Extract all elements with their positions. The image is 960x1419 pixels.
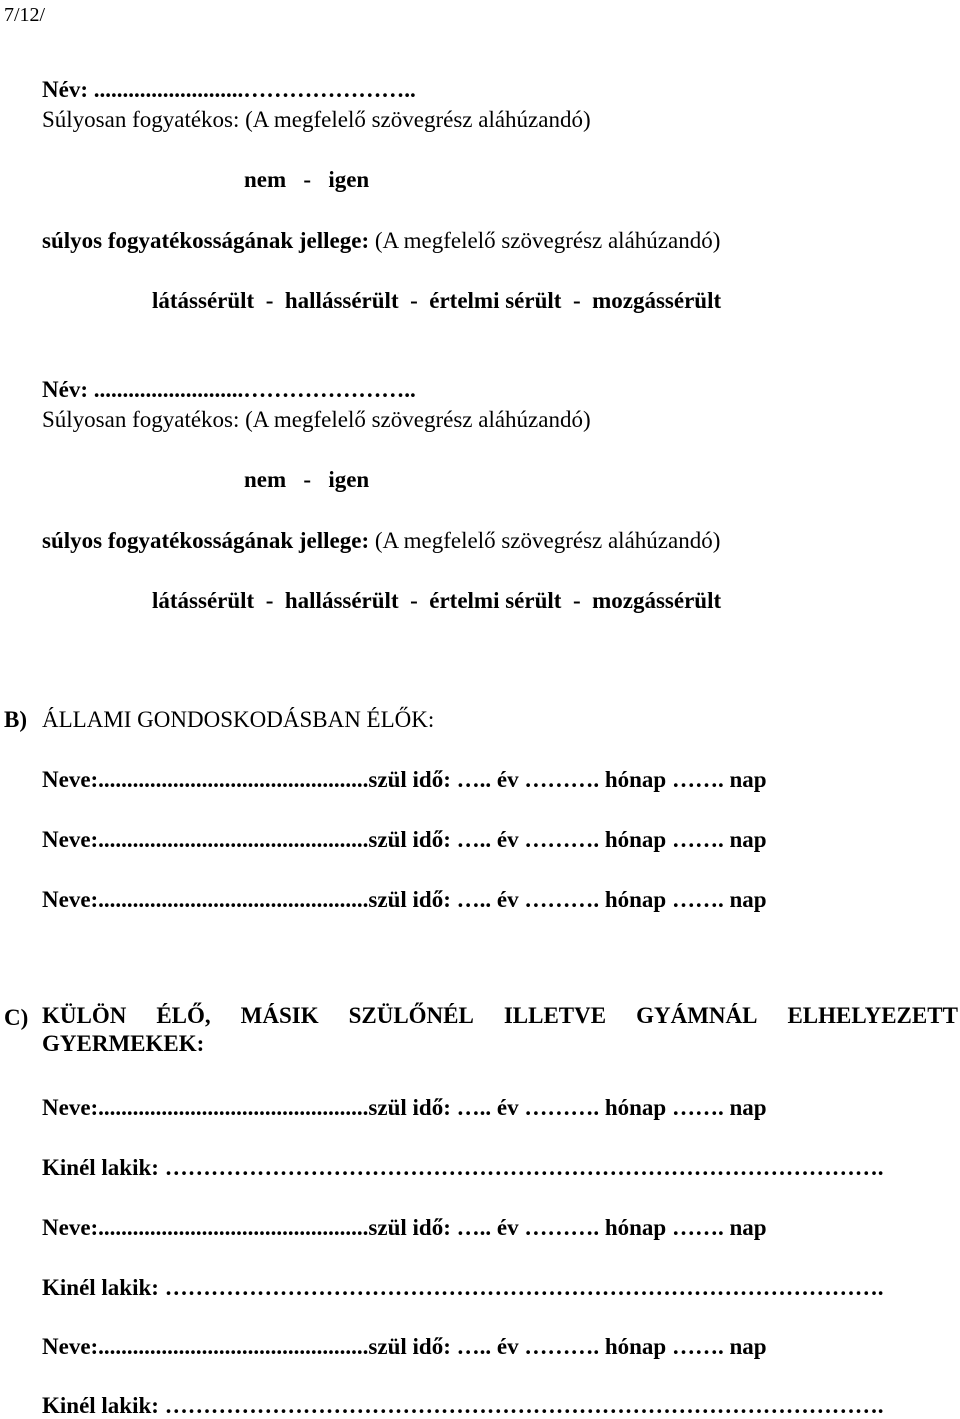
section-c-title (42, 1002, 958, 1058)
section-b-title: ÁLLAMI GONDOSKODÁSBAN ÉLŐK: (42, 707, 435, 732)
section-c-marker: C) (4, 1005, 29, 1030)
disability-type-line-2 (42, 528, 720, 554)
name-field-2[interactable]: Név: ..........................………………….. (42, 377, 416, 402)
section-c-title-line-2: GYERMEKEK: (42, 1031, 205, 1056)
section-c-title-word: SZÜLŐNÉL (348, 1003, 474, 1028)
disability-type-label-1: súlyos fogyatékosságának jellege: (42, 228, 370, 253)
section-c-lives-with-2[interactable]: Kinél lakik: …………………………………………………………………………………. (42, 1275, 884, 1300)
section-b-child-row-1[interactable]: Neve:...............................................szül idő: ….. év ………. hónap ……. nap (42, 767, 767, 792)
section-b-child-row-2[interactable]: Neve:...............................................szül idő: ….. év ………. hónap ……. nap (42, 827, 767, 852)
section-c-lives-with-3[interactable]: Kinél lakik: …………………………………………………………………………………. (42, 1393, 884, 1418)
section-c-title-word: MÁSIK (240, 1003, 319, 1028)
disability-type-instruction-2: (A megfelelő szövegrész aláhúzandó) (369, 528, 721, 553)
section-c-title-word: GYÁMNÁL (636, 1003, 758, 1028)
section-c-title-word: ÉLŐ, (156, 1003, 211, 1028)
section-c-title-line-1 (42, 1002, 958, 1030)
disabled-question-1: Súlyosan fogyatékos: (A megfelelő szövegrész aláhúzandó) (42, 107, 591, 132)
section-c-child-row-3[interactable]: Neve:...............................................szül idő: ….. év ………. hónap ……. nap (42, 1334, 767, 1359)
disability-type-options-1[interactable]: látássérült - hallássérült - értelmi sérült - mozgássérült (152, 288, 722, 313)
yes-no-options-2[interactable]: nem - igen (244, 467, 370, 492)
disability-type-options-2[interactable]: látássérült - hallássérült - értelmi sérült - mozgássérült (152, 588, 722, 613)
disability-type-line-1 (42, 228, 720, 254)
section-b-marker: B) (4, 707, 27, 732)
disability-type-instruction-1: (A megfelelő szövegrész aláhúzandó) (369, 228, 721, 253)
disability-type-label-2: súlyos fogyatékosságának jellege: (42, 528, 370, 553)
section-c-child-row-1[interactable]: Neve:...............................................szül idő: ….. év ………. hónap ……. nap (42, 1095, 767, 1120)
section-c-title-word: KÜLÖN (42, 1003, 127, 1028)
section-c-title-word: ILLETVE (503, 1003, 607, 1028)
section-b-child-row-3[interactable]: Neve:...............................................szül idő: ….. év ………. hónap ……. nap (42, 887, 767, 912)
yes-no-options-1[interactable]: nem - igen (244, 167, 370, 192)
disabled-question-2: Súlyosan fogyatékos: (A megfelelő szövegrész aláhúzandó) (42, 407, 591, 432)
page-number: 7/12/ (4, 4, 46, 26)
section-c-child-row-2[interactable]: Neve:...............................................szül idő: ….. év ………. hónap ……. nap (42, 1215, 767, 1240)
name-field-1[interactable]: Név: ..........................………………….. (42, 77, 416, 102)
section-c-title-word: ELHELYEZETT (787, 1003, 958, 1028)
section-c-lives-with-1[interactable]: Kinél lakik: …………………………………………………………………………………. (42, 1155, 884, 1180)
